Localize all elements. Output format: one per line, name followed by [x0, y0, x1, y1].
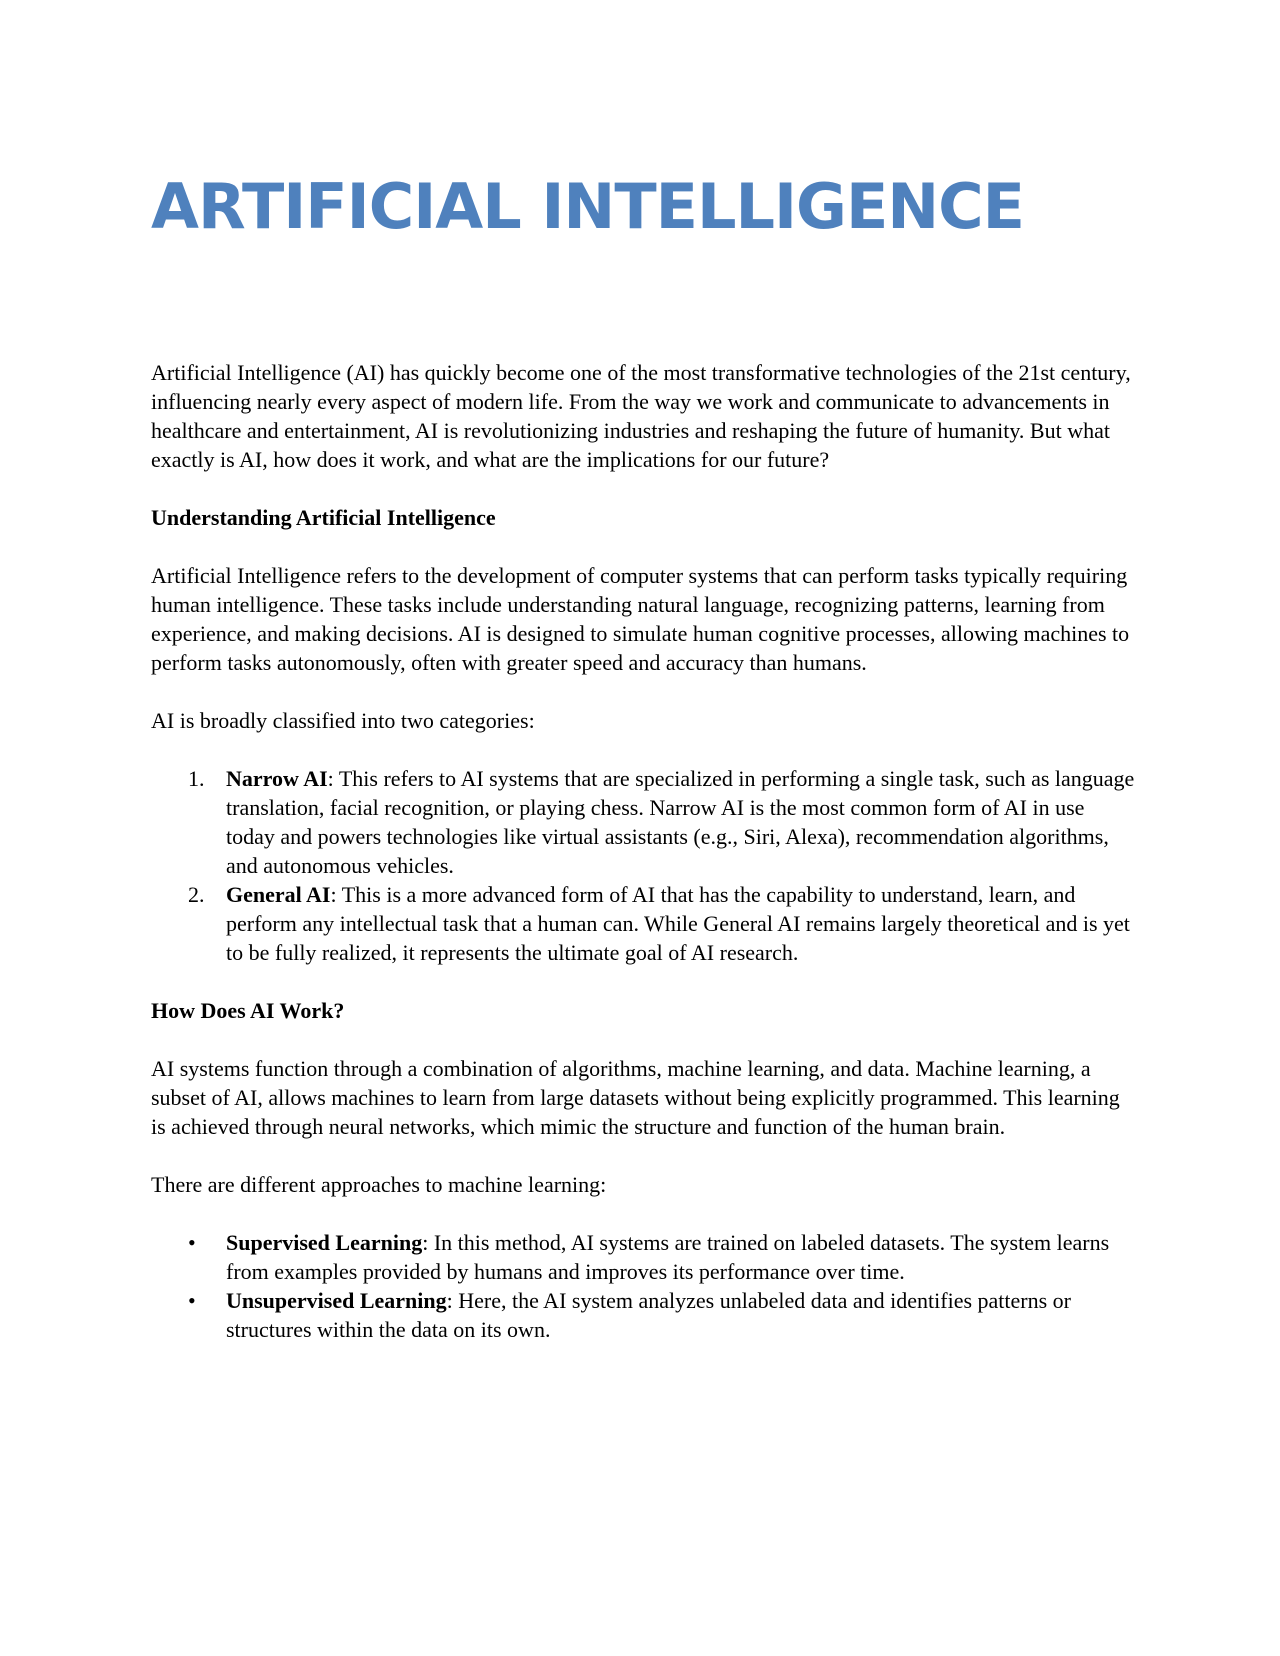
ai-categories-list	[151, 764, 1136, 967]
section-heading-how-ai-works: How Does AI Work?	[151, 998, 345, 1023]
list-item-text: : This is a more advanced form of AI that has the capability to understand, learn, and perform any intellectual task that a human can. While General AI remains largely theoretical and is yet to be fully realized, it represents the ultimate goal of AI research.	[226, 882, 1130, 965]
section-heading-understanding-ai: Understanding Artificial Intelligence	[151, 505, 496, 530]
bullet-icon: •	[188, 1230, 196, 1255]
ml-approaches-list	[151, 1228, 1136, 1344]
intro-paragraph: Artificial Intelligence (AI) has quickly become one of the most transformative technologies of the 21st century, influencing nearly every aspect of modern life. From the way we work and communicate to advancements in healthcare and entertainment, AI is revolutionizing industries and reshaping the future of humanity. But what exactly is AI, how does it work, and what are the implications for our future?	[151, 360, 1131, 472]
definition-paragraph: Artificial Intelligence refers to the development of computer systems that can perform tasks typically requiring human intelligence. These tasks include understanding natural language, recognizing patterns, learning from experience, and making decisions. AI is designed to simulate human cognitive processes, allowing machines to perform tasks autonomously, often with greater speed and accuracy than humans.	[151, 563, 1130, 675]
list-item-term: Narrow AI	[226, 766, 328, 791]
document-body	[151, 358, 1136, 1373]
list-item-term: General AI	[226, 882, 331, 907]
document-title: ARTIFICIAL INTELLIGENCE	[151, 170, 1025, 243]
list-number: 1.	[188, 766, 205, 791]
bullet-icon: •	[188, 1288, 196, 1313]
list-item	[151, 764, 1136, 880]
list-item-text: : Here, the AI system analyzes unlabeled data and identifies patterns or structures within the data on its own.	[226, 1288, 1071, 1342]
list-item-term: Supervised Learning	[226, 1230, 423, 1255]
mechanism-paragraph: AI systems function through a combination of algorithms, machine learning, and data. Machine learning, a subset of AI, allows machines to learn from large datasets without being explicitly programmed. This learning is achieved through neural networks, which mimic the structure and function of the human brain.	[151, 1056, 1120, 1139]
list-number: 2.	[188, 882, 205, 907]
approaches-intro-paragraph: There are different approaches to machine learning:	[151, 1172, 607, 1197]
categories-intro-paragraph: AI is broadly classified into two categories:	[151, 708, 535, 733]
list-item	[151, 1228, 1136, 1286]
list-item-text: : In this method, AI systems are trained on labeled datasets. The system learns from examples provided by humans and improves its performance over time.	[226, 1230, 1110, 1284]
list-item	[151, 1286, 1136, 1344]
list-item-text: : This refers to AI systems that are specialized in performing a single task, such as language translation, facial recognition, or playing chess. Narrow AI is the most common form of AI in use today and powers technologies like virtual assistants (e.g., Siri, Alexa), recommendation algorithms, and autonomous vehicles.	[226, 766, 1135, 878]
list-item-term: Unsupervised Learning	[226, 1288, 447, 1313]
list-item	[151, 880, 1136, 967]
